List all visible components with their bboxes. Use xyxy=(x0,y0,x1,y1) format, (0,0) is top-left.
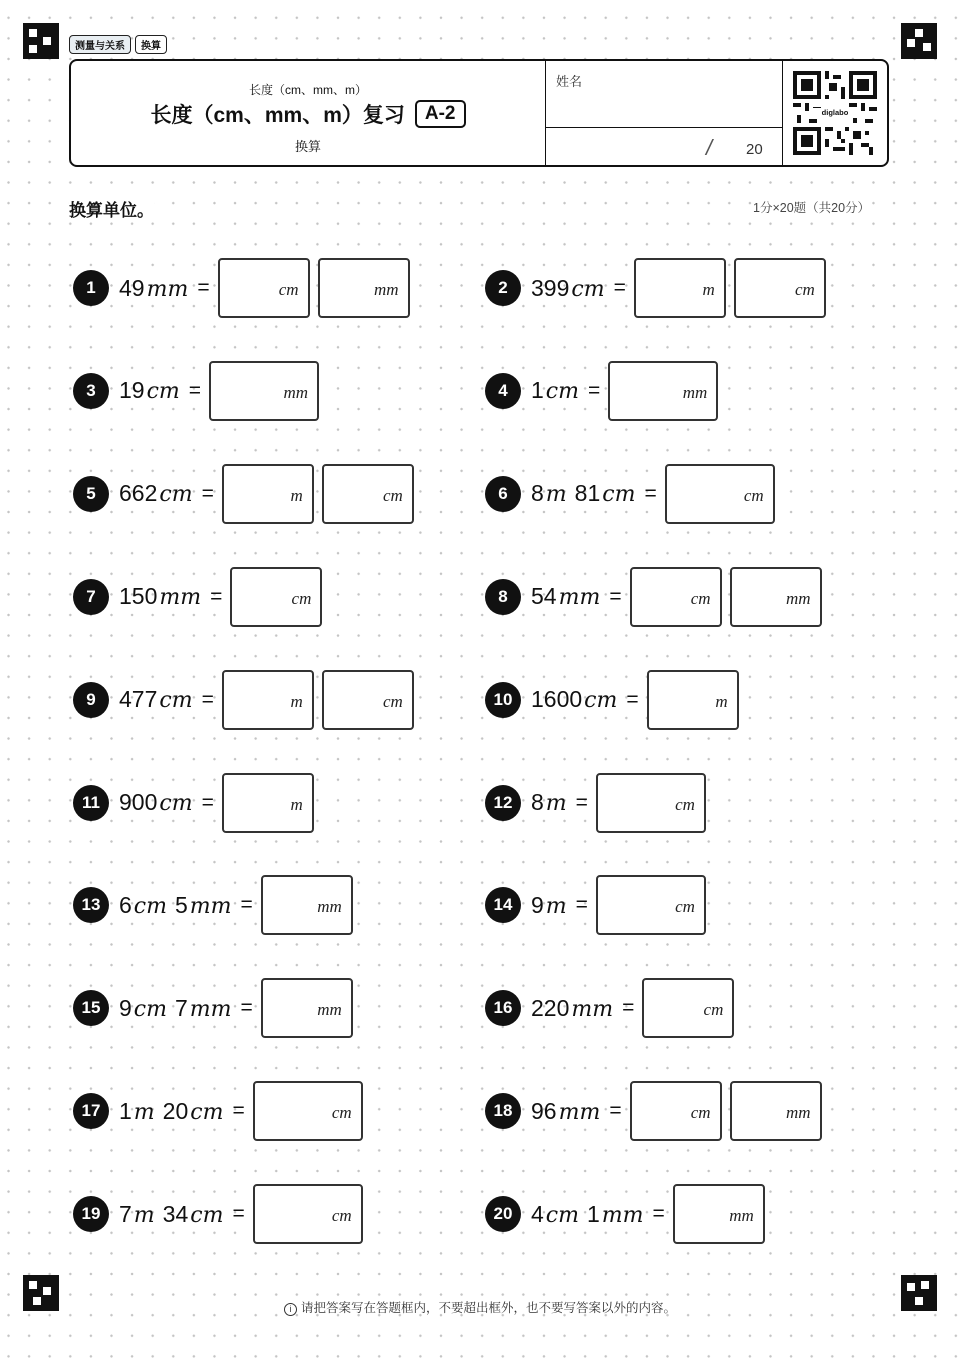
name-score-divider xyxy=(546,127,782,128)
worksheet-header xyxy=(69,59,889,167)
given-value: 900 xyxy=(119,789,158,815)
given-value: 7 xyxy=(119,1200,132,1227)
given-unit: cm xyxy=(159,688,193,714)
answer-unit: m xyxy=(702,280,715,299)
answer-box-mm[interactable] xyxy=(209,361,319,421)
problem-expression xyxy=(531,377,579,404)
equals-sign: = xyxy=(240,996,253,1020)
problem-number: 6 xyxy=(485,476,521,512)
name-label: 姓名 xyxy=(556,74,583,89)
problem-14 xyxy=(485,874,714,936)
problem-number: 4 xyxy=(485,373,521,409)
given-value: 96 xyxy=(531,1097,557,1124)
answer-unit: cm xyxy=(331,1206,352,1226)
worksheet-code: A-2 xyxy=(415,100,466,128)
given-value: 54 xyxy=(531,583,557,610)
problem-6 xyxy=(485,463,783,525)
problem-number: 2 xyxy=(485,270,521,306)
equals-sign: = xyxy=(575,893,588,917)
equals-sign: = xyxy=(201,790,214,814)
given-unit: cm xyxy=(190,1202,224,1228)
answer-unit: mm xyxy=(317,1000,342,1020)
problem-expression xyxy=(119,377,180,404)
equals-sign: = xyxy=(609,1099,622,1123)
answer-box-cm[interactable] xyxy=(734,258,826,318)
problem-number: 20 xyxy=(485,1196,521,1232)
problem-10 xyxy=(485,669,747,731)
equals-sign: = xyxy=(575,790,588,814)
given-value: 1 xyxy=(586,1200,600,1227)
problem-expression xyxy=(531,686,617,713)
equals-sign: = xyxy=(232,1202,245,1226)
problem-number: 3 xyxy=(73,373,109,409)
problem-number: 9 xyxy=(73,682,109,718)
given-value: 6 xyxy=(119,891,132,918)
footer-text: 请把答案写在答题框内，不要超出框外，也不要写答案以外的内容。 xyxy=(300,1301,676,1315)
equals-sign: = xyxy=(644,481,657,505)
answer-unit: m xyxy=(290,485,303,505)
answer-box-cm[interactable] xyxy=(596,773,706,833)
given-value: 20 xyxy=(162,1097,189,1124)
problem-number: 18 xyxy=(485,1093,521,1129)
given-value: 8 xyxy=(531,480,544,507)
answer-unit: cm xyxy=(675,794,695,814)
problem-expression xyxy=(531,480,635,507)
given-unit: cm xyxy=(133,893,167,919)
info-icon: i xyxy=(284,1303,297,1316)
answer-box-mm[interactable] xyxy=(318,258,410,318)
problem-expression xyxy=(531,275,605,302)
topic-tag: 测量与关系 xyxy=(69,35,131,54)
answer-box-cm[interactable] xyxy=(630,567,722,627)
equals-sign: = xyxy=(613,276,626,299)
subtopic-tag: 换算 xyxy=(135,35,167,54)
problem-expression xyxy=(119,892,232,919)
given-value: 1 xyxy=(119,1097,132,1124)
answer-box-mm[interactable] xyxy=(261,875,353,935)
problem-number: 15 xyxy=(73,990,109,1026)
problem-16 xyxy=(485,977,742,1039)
problem-2 xyxy=(485,257,834,319)
equals-sign: = xyxy=(587,378,601,402)
problem-expression xyxy=(119,1201,223,1228)
given-value: 477 xyxy=(119,686,158,713)
main-title-text: 长度（cm、mm、m）复习 xyxy=(150,104,405,127)
answer-unit: mm xyxy=(729,1206,754,1226)
given-unit: mm xyxy=(558,585,601,611)
given-value: 9 xyxy=(531,891,544,918)
given-value: 5 xyxy=(174,891,188,918)
score-slash: / xyxy=(706,135,713,160)
given-unit: cm xyxy=(602,482,636,508)
equals-sign: = xyxy=(652,1202,665,1226)
problem-expression xyxy=(119,480,193,507)
given-unit: mm xyxy=(601,1202,644,1228)
problem-expression xyxy=(531,789,567,816)
equals-sign: = xyxy=(609,584,622,608)
given-unit: cm xyxy=(545,379,579,405)
answer-unit: mm xyxy=(283,382,309,402)
given-value: 4 xyxy=(531,1200,544,1227)
problem-number: 10 xyxy=(485,682,521,718)
answer-box-cm[interactable] xyxy=(630,1081,722,1141)
alignment-marker-top-left xyxy=(23,23,59,59)
problem-17 xyxy=(73,1080,371,1142)
main-title xyxy=(71,99,545,129)
qr-label: diglabo xyxy=(811,108,859,118)
given-value: 220 xyxy=(531,994,570,1021)
equals-sign: = xyxy=(201,687,214,711)
answer-unit: cm xyxy=(278,280,299,299)
answer-unit: cm xyxy=(690,588,711,608)
given-unit: cm xyxy=(159,482,193,508)
problem-expression xyxy=(531,995,613,1022)
answer-box-m[interactable] xyxy=(634,258,726,318)
equals-sign: = xyxy=(240,893,253,917)
answer-unit: cm xyxy=(383,691,403,711)
topic-tags xyxy=(69,35,167,54)
problem-expression xyxy=(119,995,232,1022)
problem-expression xyxy=(531,583,600,610)
answer-box-cm[interactable] xyxy=(596,875,706,935)
given-unit: mm xyxy=(159,585,202,611)
problem-number: 17 xyxy=(73,1093,109,1129)
problem-number: 8 xyxy=(485,579,521,615)
given-unit: mm xyxy=(189,893,232,919)
title-area xyxy=(71,61,545,165)
qr-code-icon xyxy=(793,71,877,155)
given-value: 49 xyxy=(119,274,145,301)
answer-box-m[interactable] xyxy=(647,670,739,730)
problem-7 xyxy=(73,566,330,628)
given-unit: m xyxy=(133,1202,155,1228)
problem-number: 5 xyxy=(73,476,109,512)
timing-note: 1分×20题（共20分） xyxy=(753,198,870,216)
answer-box-cm[interactable] xyxy=(218,258,310,318)
answer-box-cm[interactable] xyxy=(253,1184,363,1244)
given-unit: mm xyxy=(189,996,232,1022)
given-unit: mm xyxy=(558,1099,601,1125)
answer-unit: mm xyxy=(374,280,399,299)
problem-number: 1 xyxy=(73,270,109,306)
given-unit: m xyxy=(545,791,567,816)
problem-number: 12 xyxy=(485,785,521,821)
answer-box-m[interactable] xyxy=(222,464,314,524)
given-value: 81 xyxy=(574,480,601,507)
answer-box-mm[interactable] xyxy=(730,1081,822,1141)
equals-sign: = xyxy=(197,276,210,299)
given-unit: mm xyxy=(571,996,614,1022)
answer-unit: cm xyxy=(331,1103,352,1123)
answer-box-cm[interactable] xyxy=(322,464,414,524)
answer-unit: cm xyxy=(743,485,764,505)
answer-box-m[interactable] xyxy=(222,773,314,833)
given-unit: cm xyxy=(584,688,618,714)
small-title: 长度（cm、mm、m） xyxy=(249,83,367,97)
given-value: 150 xyxy=(119,583,158,610)
given-unit: cm xyxy=(159,791,193,816)
problem-number: 7 xyxy=(73,579,109,615)
answer-unit: cm xyxy=(795,280,815,299)
answer-unit: m xyxy=(290,691,303,711)
answer-box-cm[interactable] xyxy=(322,670,414,730)
answer-unit: cm xyxy=(291,588,312,608)
given-value: 8 xyxy=(531,789,544,815)
equals-sign: = xyxy=(201,481,214,505)
equals-sign: = xyxy=(232,1099,245,1123)
problem-13 xyxy=(73,874,361,936)
answer-box-mm[interactable] xyxy=(261,978,353,1038)
answer-box-mm[interactable] xyxy=(673,1184,765,1244)
problem-4 xyxy=(485,360,726,422)
problem-15 xyxy=(73,977,361,1039)
given-value: 1 xyxy=(531,377,544,404)
answer-unit: m xyxy=(715,691,728,711)
problem-11 xyxy=(73,772,322,834)
score-total: 20 xyxy=(746,141,763,158)
answer-box-m[interactable] xyxy=(222,670,314,730)
subtitle: 换算 xyxy=(294,139,321,154)
answer-unit: mm xyxy=(682,382,708,402)
answer-box-mm[interactable] xyxy=(608,361,718,421)
given-unit: cm xyxy=(190,1099,224,1125)
problem-number: 16 xyxy=(485,990,521,1026)
answer-unit: cm xyxy=(703,1000,724,1020)
equals-sign: = xyxy=(188,378,202,402)
problem-number: 19 xyxy=(73,1196,109,1232)
problem-expression xyxy=(119,1098,223,1125)
given-unit: mm xyxy=(146,276,189,302)
problem-8 xyxy=(485,566,830,628)
answer-box-cm[interactable] xyxy=(230,567,322,627)
given-value: 399 xyxy=(531,274,570,301)
problem-number: 13 xyxy=(73,887,109,923)
problem-expression xyxy=(119,275,188,302)
answer-box-cm[interactable] xyxy=(665,464,775,524)
problem-expression xyxy=(531,1098,600,1125)
given-unit: m xyxy=(545,482,567,508)
problem-19 xyxy=(73,1183,371,1245)
problem-1 xyxy=(73,257,418,319)
problem-5 xyxy=(73,463,422,525)
problem-number: 11 xyxy=(73,785,109,821)
answer-unit: cm xyxy=(690,1103,711,1123)
name-score-area xyxy=(545,61,783,165)
equals-sign: = xyxy=(626,687,639,711)
problem-expression xyxy=(531,1201,644,1228)
equals-sign: = xyxy=(210,584,223,608)
problem-9 xyxy=(73,669,422,731)
equals-sign: = xyxy=(622,996,635,1020)
given-value: 662 xyxy=(119,480,158,507)
answer-box-cm[interactable] xyxy=(253,1081,363,1141)
alignment-marker-top-right xyxy=(901,23,937,59)
problem-20 xyxy=(485,1183,773,1245)
problem-12 xyxy=(485,772,714,834)
answer-unit: mm xyxy=(317,897,342,917)
given-unit: cm xyxy=(571,276,605,302)
problem-number: 14 xyxy=(485,887,521,923)
problem-18 xyxy=(485,1080,830,1142)
answer-unit: cm xyxy=(383,485,403,505)
given-value: 9 xyxy=(119,994,132,1021)
given-unit: cm xyxy=(545,1202,579,1228)
given-value: 7 xyxy=(174,994,188,1021)
given-unit: cm xyxy=(133,996,167,1022)
given-value: 34 xyxy=(162,1200,189,1227)
answer-unit: mm xyxy=(786,1103,811,1123)
problem-expression xyxy=(119,686,193,713)
given-unit: m xyxy=(545,893,567,919)
answer-box-mm[interactable] xyxy=(730,567,822,627)
answer-unit: m xyxy=(290,794,303,814)
given-value: 1600 xyxy=(531,686,583,713)
problem-3 xyxy=(73,360,327,422)
given-value: 19 xyxy=(119,377,145,404)
instruction: 换算单位。 xyxy=(69,196,154,221)
answer-box-cm[interactable] xyxy=(642,978,734,1038)
given-unit: cm xyxy=(146,379,180,405)
problem-expression xyxy=(531,892,567,919)
problem-expression xyxy=(119,789,193,816)
given-unit: m xyxy=(133,1099,155,1125)
footer-note xyxy=(0,1298,960,1316)
problem-expression xyxy=(119,583,201,610)
answer-unit: cm xyxy=(675,897,695,917)
answer-unit: mm xyxy=(786,588,811,608)
